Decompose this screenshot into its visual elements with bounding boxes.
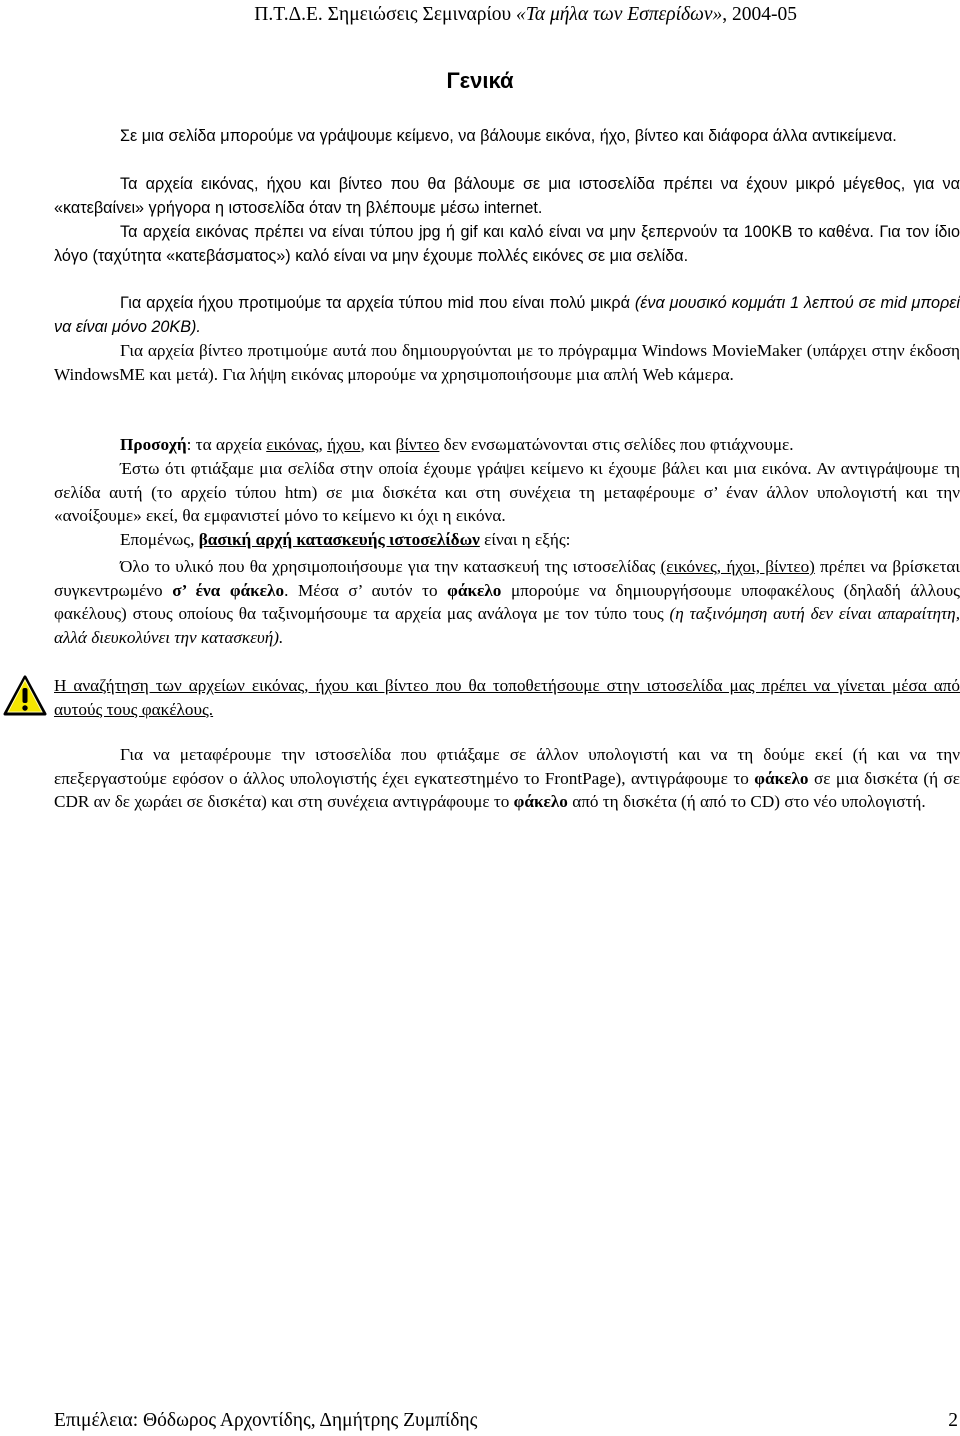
paragraph-audio-files bbox=[54, 292, 960, 339]
attention-image: εικόνας bbox=[266, 435, 319, 454]
attention-text: : τα αρχεία bbox=[186, 435, 267, 454]
transfer-text: από τη δισκέτα (ή από το CD) στο νέο υπολογιστή. bbox=[567, 792, 926, 812]
paragraph-image-files: Τα αρχεία εικόνας πρέπει να είναι τύπου jpg ή gif και καλό είναι να μην ξεπερνούν τα 100KB το καθένα. Για τον ίδιο λόγο (ταχύτητα «κατεβάσματος») καλό είναι να μην έχουμε πολλές εικόνες σε μια σελίδα. bbox=[54, 223, 960, 265]
attention-text: , και bbox=[360, 435, 396, 454]
header-suffix: , 2004-05 bbox=[722, 4, 797, 25]
attention-text: δεν ενσωματώνονται στις σελίδες που φτιάχνουμε. bbox=[439, 435, 794, 454]
page-number: 2 bbox=[948, 1410, 958, 1431]
attention-video: βίντεο bbox=[395, 435, 440, 454]
header-prefix: Π.Τ.Δ.Ε. Σημειώσεις Σεμιναρίου bbox=[254, 4, 517, 25]
warning-icon bbox=[2, 674, 48, 718]
transfer-folder: φάκελο bbox=[754, 768, 809, 788]
paragraph-example: Έστω ότι φτιάξαμε μια σελίδα στην οποία έχουμε γράψει κείμενο κι έχουμε βάλει και μια εικόνα. Αν αντιγράψουμε τη σελίδα αυτή (το αρχείο τύπου htm) σε μια δισκέτα και στη συνέχεια τη μεταφέρουμε σ’ έναν άλλον υπολογιστή και την «ανοίξουμε» εκεί, θα εμφανιστεί μόνο το κείμενο κι όχι η εικόνα. bbox=[54, 459, 960, 526]
paragraph-principle bbox=[54, 555, 960, 649]
principle-media-list: (εικόνες, ήχοι, βίντεο) bbox=[660, 557, 815, 576]
principle-text: Επομένως, bbox=[120, 530, 199, 549]
principle-body: . Μέσα σ’ αυτόν το bbox=[284, 580, 448, 600]
transfer-text: Για να μεταφέρουμε την ιστοσελίδα που φτιάξαμε σε άλλον υπολογιστή και να τη δούμε εκεί (ή και να την επεξεργαστούμε εφόσον ο άλλος υπολογιστής έχει εγκατεστημένο το FrontPage), αντιγράφουμε το bbox=[54, 745, 960, 788]
audio-note: (ένα μουσικό κομμάτι 1 λεπτού σε mid μπορεί να είναι μόνο 20KB). bbox=[54, 294, 960, 336]
paragraph-file-size: Τα αρχεία εικόνας, ήχου και βίντεο που θα βάλουμε σε μια ιστοσελίδα πρέπει να έχουν μικρό μέγεθος, για να «κατεβαίνει» γρήγορα η ιστοσελίδα όταν τη βλέπουμε μέσω internet. bbox=[54, 175, 960, 217]
principle-text: είναι η εξής: bbox=[479, 530, 571, 549]
footer-editors: Επιμέλεια: Θόδωρος Αρχοντίδης, Δημήτρης Ζυμπίδης bbox=[54, 1410, 478, 1431]
audio-text: Για αρχεία ήχου προτιμούμε τα αρχεία τύπου mid που είναι πολύ μικρά bbox=[120, 294, 635, 312]
transfer-folder: φάκελο bbox=[513, 792, 568, 812]
header-title: «Τα μήλα των Εσπερίδων» bbox=[516, 4, 723, 25]
paragraph-attention bbox=[54, 433, 960, 457]
principle-body: Όλο το υλικό που θα χρησιμοποιήσουμε για την κατασκευή της ιστοσελίδας bbox=[120, 557, 661, 576]
warning-text: Η αναζήτηση των αρχείων εικόνας, ήχου και βίντεο που θα τοποθετήσουμε στην ιστοσελίδα μας πρέπει να γίνεται μέσα από αυτούς τους φακέλους. bbox=[54, 676, 960, 719]
attention-audio: ήχου bbox=[327, 435, 361, 454]
transfer-text: σε μια δισκέτα (ή σε CDR αν δε χωράει σε δισκέτα) και στη συνέχεια αντιγράφουμε το bbox=[54, 768, 960, 812]
paragraph-principle-intro bbox=[54, 528, 960, 552]
page-header bbox=[254, 4, 797, 26]
paragraph-video-files: Για αρχεία βίντεο προτιμούμε αυτά που δημιουργούνται με το πρόγραμμα Windows MovieMaker (υπάρχει στην έκδοση WindowsME και μετά). Για λήψη εικόνας μπορούμε να χρησιμοποιήσουμε μια απλή Web κάμερα. bbox=[54, 341, 960, 384]
principle-body: μπορούμε να δημιουργήσουμε υποφακέλους (δηλαδή άλλους φακέλους) στους οποίους θα ταξινομήσουμε τα αρχεία μας ανάλογα με τον τύπο τους bbox=[54, 580, 960, 624]
paragraph-transfer bbox=[54, 743, 960, 814]
attention-label: Προσοχή bbox=[120, 435, 187, 454]
page-footer bbox=[54, 1410, 958, 1432]
principle-note: (η ταξινόμηση αυτή δεν είναι απαραίτητη, αλλά διευκολύνει την κατασκευή). bbox=[54, 604, 960, 647]
principle-folder: σ’ ένα φάκελο bbox=[172, 580, 285, 600]
principle-folder: φάκελο bbox=[447, 580, 502, 600]
page-title: Γενικά bbox=[446, 68, 514, 93]
principle-title: βασική αρχή κατασκευής ιστοσελίδων bbox=[198, 530, 480, 549]
attention-text: , bbox=[318, 435, 328, 454]
principle-body: πρέπει να βρίσκεται συγκεντρωμένο bbox=[54, 557, 960, 600]
paragraph-intro: Σε μια σελίδα μπορούμε να γράψουμε κείμενο, να βάλουμε εικόνα, ήχο, βίντεο και διάφορα άλλα αντικείμενα. bbox=[120, 127, 897, 145]
